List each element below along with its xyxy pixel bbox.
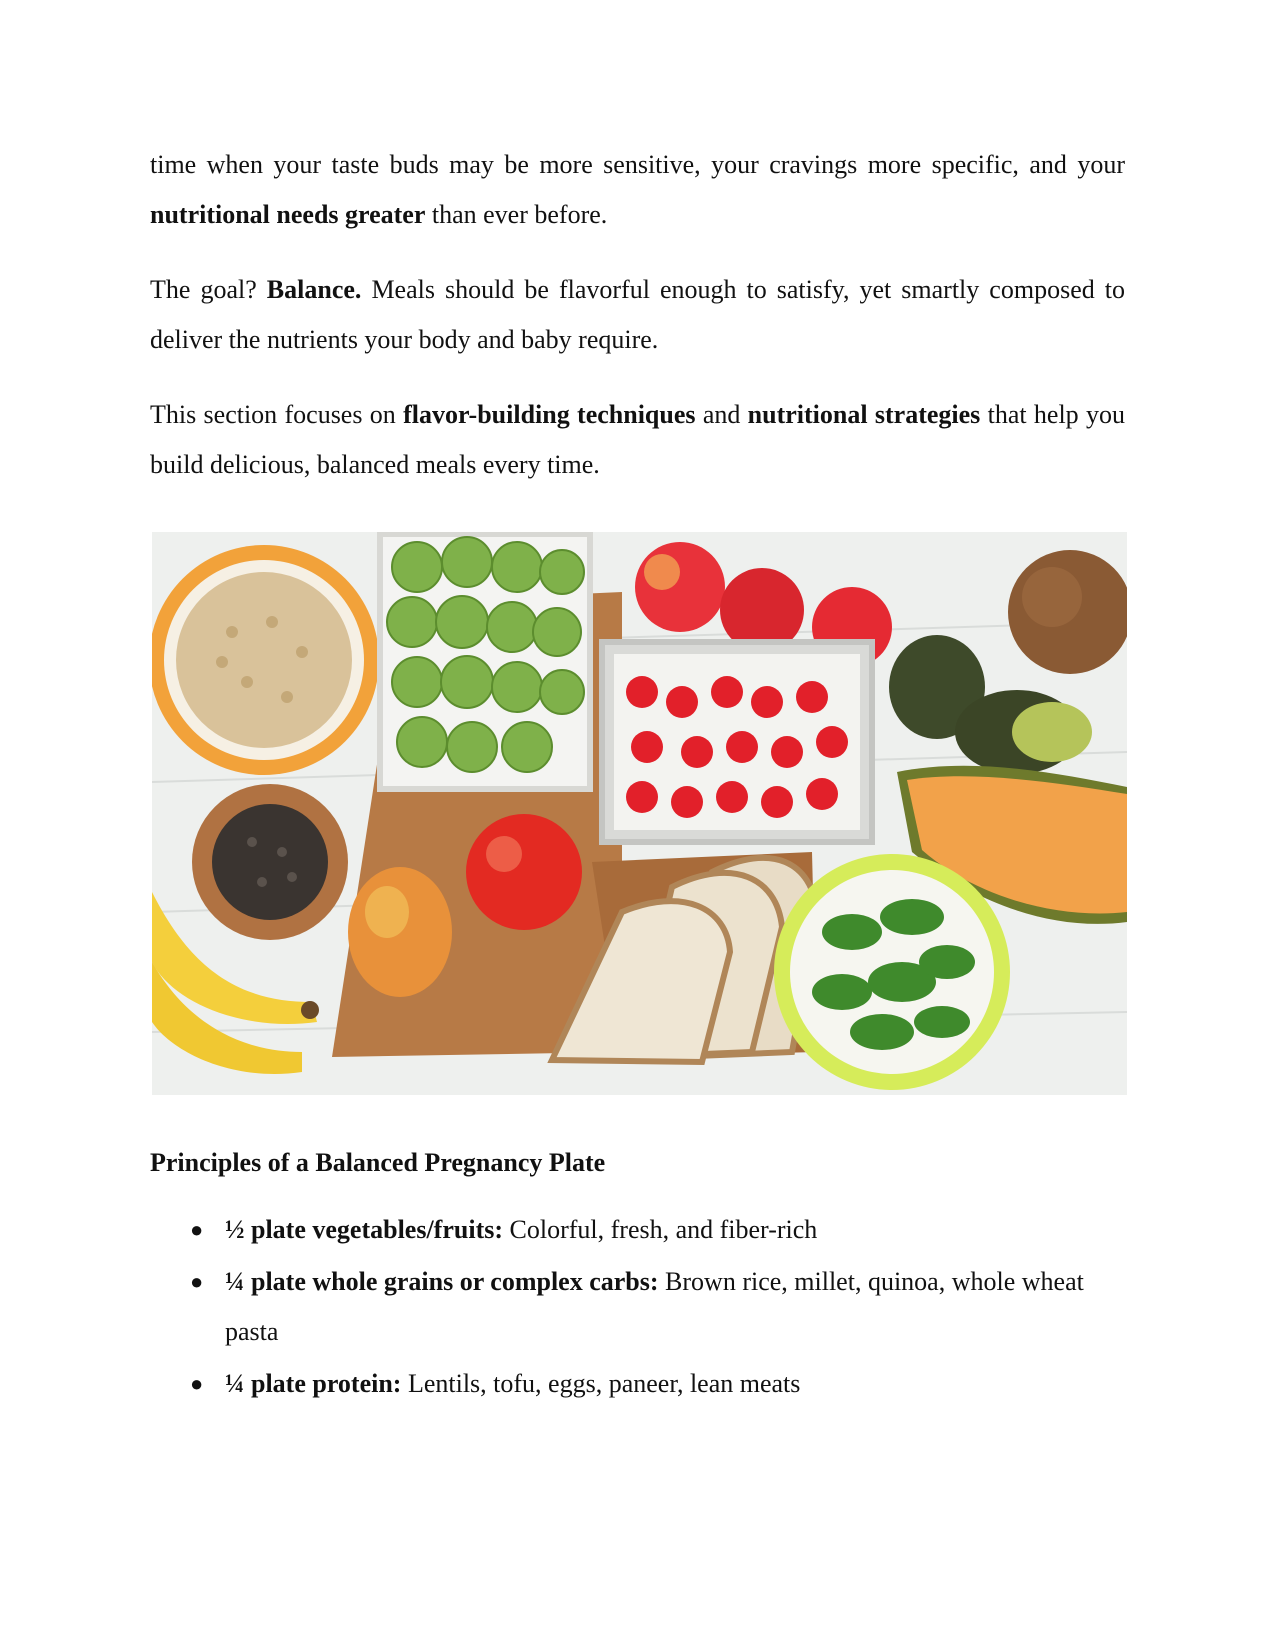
item-label: ¼ plate protein: xyxy=(225,1369,402,1398)
intro-text: and xyxy=(695,400,748,429)
intro-text: The goal? xyxy=(150,275,267,304)
item-label: ½ plate vegetables/fruits: xyxy=(225,1215,504,1244)
section-heading: Principles of a Balanced Pregnancy Plate xyxy=(150,1148,606,1177)
document-page xyxy=(150,140,1125,1411)
item-label: ¼ plate whole grains or complex carbs: xyxy=(225,1267,659,1296)
list-item xyxy=(150,1257,1125,1357)
principles-list xyxy=(150,1205,1125,1409)
item-text: Colorful, fresh, and fiber-rich xyxy=(503,1215,818,1244)
intro-text: Meals should be flavorful enough to satisfy, yet smartly composed to deliver the nutrients your body and baby require. xyxy=(150,275,1125,354)
bullet-icon: ● xyxy=(190,1217,204,1242)
bullet-icon: ● xyxy=(190,1269,204,1294)
emphasis-text: flavor-building techniques xyxy=(403,400,696,429)
intro-paragraph-2 xyxy=(150,265,1125,365)
bullet-icon: ● xyxy=(190,1371,204,1396)
list-item xyxy=(150,1205,1125,1255)
intro-text: time when your taste buds may be more sensitive, your cravings more specific, and your xyxy=(150,150,1125,179)
item-text: Lentils, tofu, eggs, paneer, lean meats xyxy=(401,1369,801,1398)
emphasis-text: nutritional strategies xyxy=(747,400,981,429)
intro-text: than ever before. xyxy=(425,200,608,229)
list-item xyxy=(150,1359,1125,1409)
emphasis-text: Balance. xyxy=(266,275,362,304)
intro-text: that help you build delicious, balanced meals every time. xyxy=(150,400,1125,479)
intro-text: This section focuses on xyxy=(150,400,404,429)
intro-paragraph-1 xyxy=(150,140,1125,240)
balanced-food-photo xyxy=(152,532,1127,1095)
intro-paragraph-3 xyxy=(150,390,1125,490)
emphasis-text: nutritional needs greater xyxy=(150,200,426,229)
item-text: Brown rice, millet, quinoa, whole wheat pasta xyxy=(225,1267,1084,1346)
